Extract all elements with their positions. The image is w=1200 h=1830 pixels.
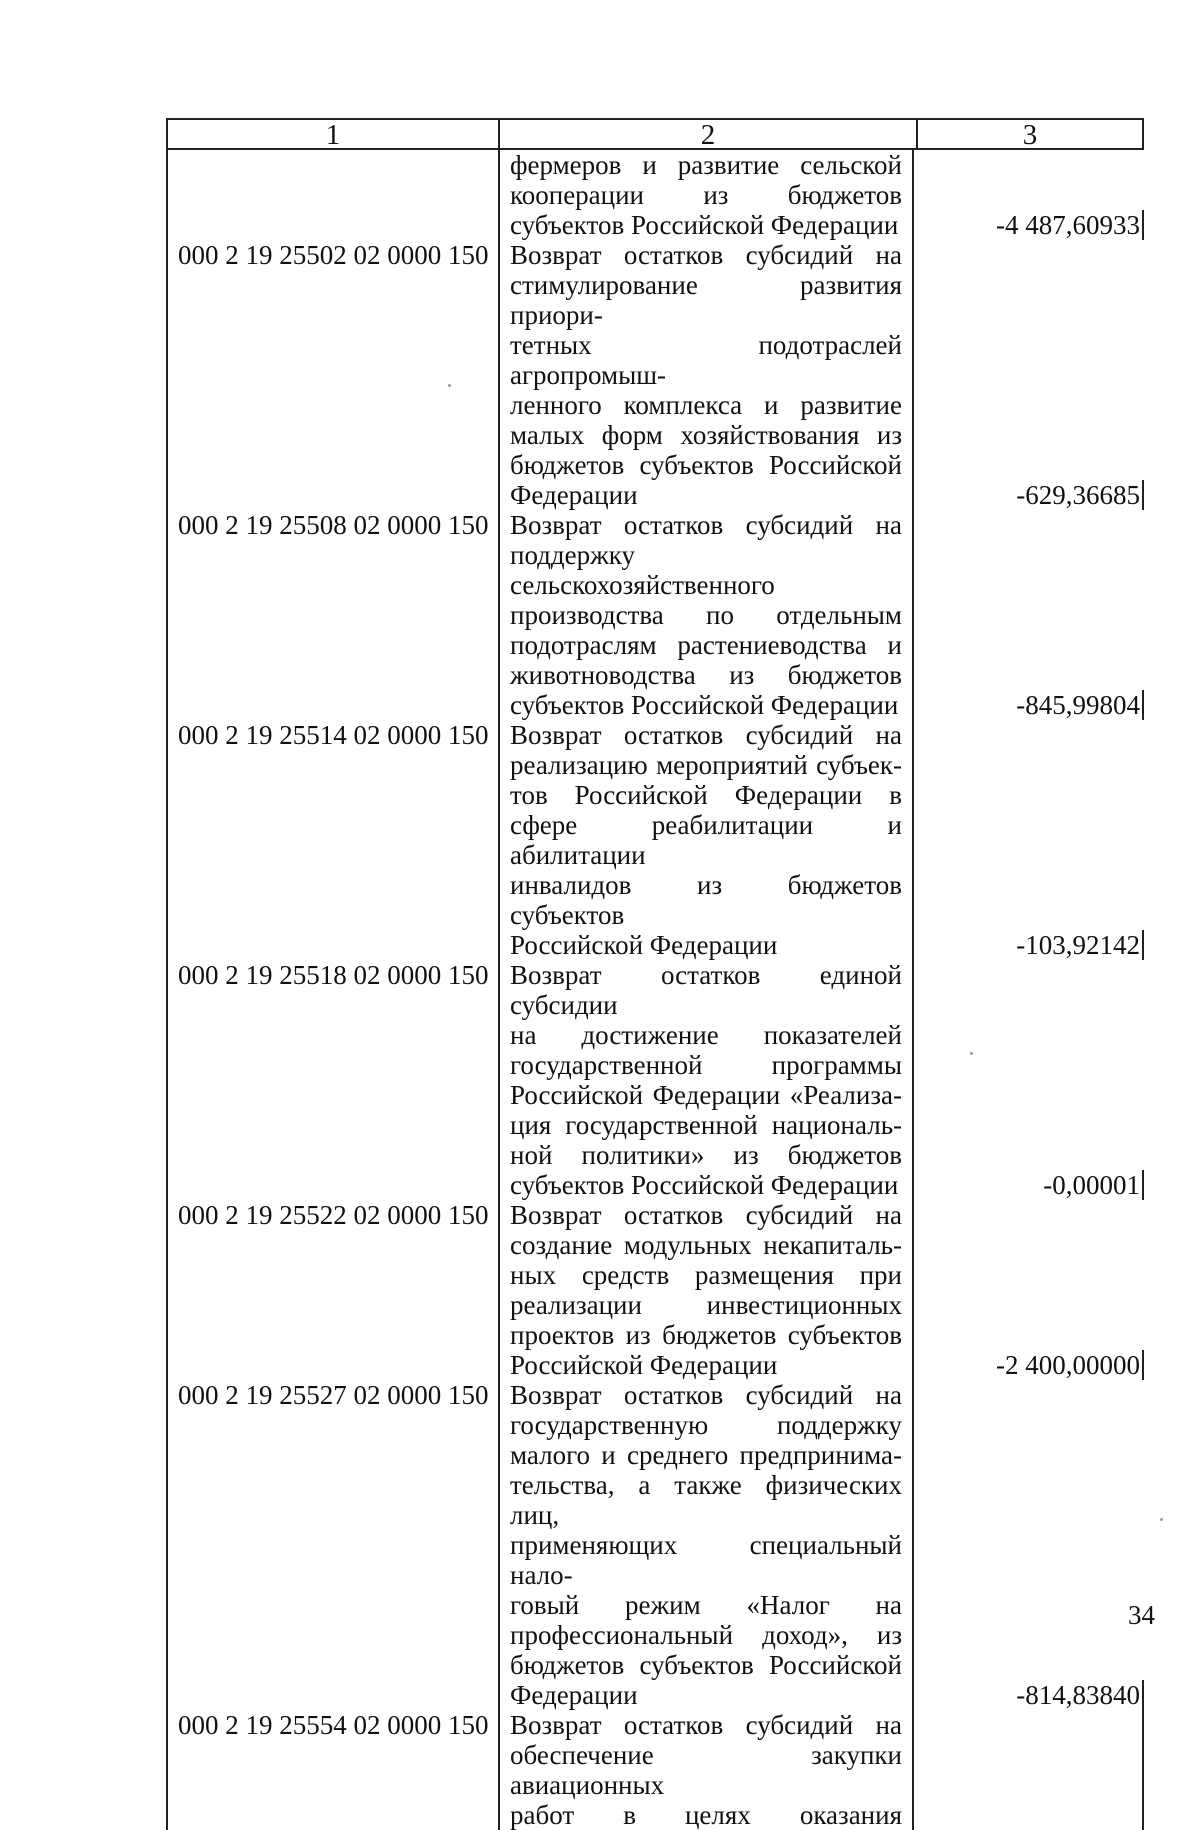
budget-code-cell: 000 2 19 25522 02 0000 150: [178, 1200, 489, 1230]
budget-code-cell: 000 2 19 25514 02 0000 150: [178, 720, 489, 750]
description-line: производства по отдельным: [510, 600, 902, 630]
description-line: малого и среднего предпринима-: [510, 1440, 902, 1470]
description-line: Возврат остатков субсидий на: [510, 720, 902, 750]
description-line: профессиональный доход», из: [510, 1620, 902, 1650]
amount-cell: [914, 960, 1144, 1200]
description-line: бюджетов субъектов Российской: [510, 450, 902, 480]
description-line: стимулирование развития приори-: [510, 270, 902, 330]
table-row: [168, 720, 1144, 960]
description-line: реализацию мероприятий субъек-: [510, 750, 902, 780]
scan-speck: [970, 1052, 973, 1055]
amount-value: -4 487,60933: [996, 210, 1144, 240]
description-line: поддержку сельскохозяйственного: [510, 540, 775, 600]
description-line: Федерации: [510, 480, 638, 510]
table-row: [168, 960, 1144, 1200]
amount-cell: [914, 1380, 1144, 1710]
budget-code-cell: [168, 150, 498, 240]
description-cell: [498, 240, 914, 510]
budget-table: [166, 118, 1144, 1830]
budget-code-cell: 000 2 19 25518 02 0000 150: [178, 960, 489, 990]
description-line: на достижение показателей: [510, 1020, 902, 1050]
description-line: подотраслям растениеводства и: [510, 630, 902, 660]
description-line: обеспечение закупки авиационных: [510, 1740, 902, 1800]
budget-code-cell: 000 2 19 25508 02 0000 150: [178, 510, 489, 540]
description-line: Федерации: [510, 1680, 638, 1710]
description-line: Возврат остатков единой субсидии: [510, 960, 902, 1020]
amount-cell: [914, 720, 1144, 960]
description-line: ной политики» из бюджетов: [510, 1140, 902, 1170]
description-line: создание модульных некапиталь-: [510, 1230, 902, 1260]
budget-code-cell: 000 2 19 25527 02 0000 150: [178, 1380, 489, 1410]
budget-code-cell: 000 2 19 25502 02 0000 150: [178, 240, 489, 270]
description-line: Возврат остатков субсидий на: [510, 1380, 902, 1410]
description-line: проектов из бюджетов субъектов: [510, 1320, 902, 1350]
table-row: [168, 1710, 1144, 1830]
description-line: Российской Федерации «Реализа-: [510, 1080, 902, 1110]
description-line: государственной программы: [510, 1050, 902, 1080]
amount-value: -103,92142: [1016, 930, 1144, 960]
description-line: Возврат остатков субсидий на: [510, 1200, 902, 1230]
header-col-1: 1: [168, 120, 500, 148]
description-line: тов Российской Федерации в: [510, 780, 902, 810]
description-line: реализации инвестиционных: [510, 1290, 902, 1320]
description-line: Российской Федерации: [510, 930, 778, 960]
description-line: тельства, а также физических лиц,: [510, 1470, 902, 1530]
description-line: Российской Федерации: [510, 1350, 778, 1380]
table-row: [168, 1200, 1144, 1380]
amount-value: -0,00001: [1043, 1170, 1144, 1200]
description-line: животноводства из бюджетов: [510, 660, 902, 690]
description-line: ленного комплекса и развитие: [510, 390, 902, 420]
amount-cell: [914, 1200, 1144, 1380]
description-line: бюджетов субъектов Российской: [510, 1650, 902, 1680]
table-row: [168, 510, 1144, 720]
description-line: сфере реабилитации и абилитации: [510, 810, 902, 870]
header-col-3: 3: [1022, 119, 1038, 151]
description-line: применяющих специальный нало-: [510, 1530, 902, 1590]
description-line: работ в целях оказания: [510, 1800, 902, 1830]
description-cell: [498, 1710, 914, 1830]
table-row: [168, 240, 1144, 510]
amount-value: [1140, 1710, 1144, 1830]
table-body: [166, 150, 1144, 1830]
amount-cell: [914, 1710, 1144, 1830]
table-row: [168, 150, 1144, 240]
description-line: субъектов Российской Федерации: [510, 690, 899, 720]
description-line: говый режим «Налог на: [510, 1590, 902, 1620]
description-cell: [498, 510, 914, 720]
budget-code-cell: 000 2 19 25554 02 0000 150: [178, 1710, 489, 1740]
description-line: фермеров и развитие сельской: [510, 150, 902, 180]
page-number: 34: [1128, 1600, 1155, 1630]
description-cell: [498, 720, 914, 960]
amount-value: -629,36685: [1016, 480, 1144, 510]
description-cell: [498, 960, 914, 1200]
description-cell: [498, 1200, 914, 1380]
scan-speck: [1160, 1518, 1163, 1521]
description-line: ция государственной националь-: [510, 1110, 902, 1140]
amount-cell: [914, 150, 1144, 240]
description-line: ных средств размещения при: [510, 1260, 902, 1290]
description-cell: [498, 150, 914, 240]
table-row: [168, 1380, 1144, 1710]
amount-value: -845,99804: [1016, 690, 1144, 720]
description-line: малых форм хозяйствования из: [510, 420, 902, 450]
amount-cell: [914, 510, 1144, 720]
table-header: [166, 118, 1144, 150]
amount-value: -814,83840: [1016, 1680, 1144, 1710]
description-line: кооперации из бюджетов: [510, 180, 902, 210]
description-line: государственную поддержку: [510, 1410, 902, 1440]
amount-cell: [914, 240, 1144, 510]
description-line: инвалидов из бюджетов субъектов: [510, 870, 902, 930]
description-line: тетных подотраслей агропромыш-: [510, 330, 902, 390]
description-line: субъектов Российской Федерации: [510, 210, 899, 240]
scan-speck: [448, 384, 451, 387]
header-col-2: 2: [500, 120, 918, 148]
description-line: Возврат остатков субсидий на: [510, 240, 902, 270]
description-line: субъектов Российской Федерации: [510, 1170, 899, 1200]
description-cell: [498, 1380, 914, 1710]
amount-value: -2 400,00000: [996, 1350, 1144, 1380]
description-line: Возврат остатков субсидий на: [510, 1710, 902, 1740]
description-line: Возврат остатков субсидий на: [510, 510, 902, 540]
